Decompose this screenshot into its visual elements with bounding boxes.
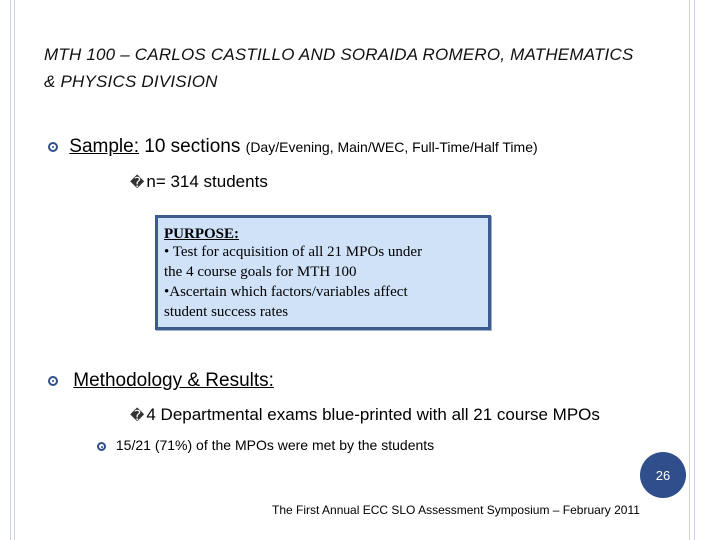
- left-border-line: [14, 0, 15, 540]
- circle-bullet-icon: [48, 376, 58, 386]
- n-students-text: n= 314 students: [146, 172, 268, 191]
- mpos-met-bullet: [97, 437, 434, 453]
- purpose-line: student success rates: [164, 304, 289, 320]
- sample-bullet: [48, 136, 538, 158]
- purpose-line: the 4 course goals for MTH 100: [164, 264, 357, 280]
- purpose-line: •Ascertain which factors/variables affect: [164, 284, 408, 300]
- purpose-box: [155, 215, 491, 330]
- exams-text: 4 Departmental exams blue-printed with all 21 course MPOs: [146, 405, 600, 424]
- right-border-line: [689, 0, 690, 540]
- left-border-line: [10, 0, 11, 540]
- exams-line: [130, 405, 600, 425]
- footer-text: The First Annual ECC SLO Assessment Symposium – February 2011: [272, 503, 640, 517]
- title-line-1: MTH 100 – CARLOS CASTILLO AND SORAIDA ROMERO, MATHEMATICS: [44, 45, 634, 64]
- sample-label: Sample:: [69, 136, 139, 157]
- n-students-line: [130, 172, 268, 192]
- purpose-heading: PURPOSE:: [164, 226, 239, 242]
- slide-title: [44, 41, 684, 95]
- title-line-2: & PHYSICS DIVISION: [44, 72, 218, 91]
- replacement-glyph-icon: �: [130, 174, 145, 190]
- circle-bullet-icon: [97, 442, 106, 451]
- page-number: 26: [655, 467, 671, 483]
- circle-bullet-icon: [48, 142, 58, 152]
- purpose-line: • Test for acquisition of all 21 MPOs under: [164, 244, 423, 260]
- right-border-line: [694, 0, 695, 540]
- mpos-met-text: 15/21 (71%) of the MPOs were met by the students: [115, 437, 435, 453]
- methodology-bullet: [48, 370, 274, 392]
- page-number-badge: [640, 452, 686, 498]
- replacement-glyph-icon: �: [130, 407, 145, 423]
- methodology-label: Methodology & Results:: [73, 370, 274, 391]
- sample-detail: (Day/Evening, Main/WEC, Full-Time/Half Time): [245, 139, 538, 155]
- sample-main: 10 sections: [138, 136, 246, 157]
